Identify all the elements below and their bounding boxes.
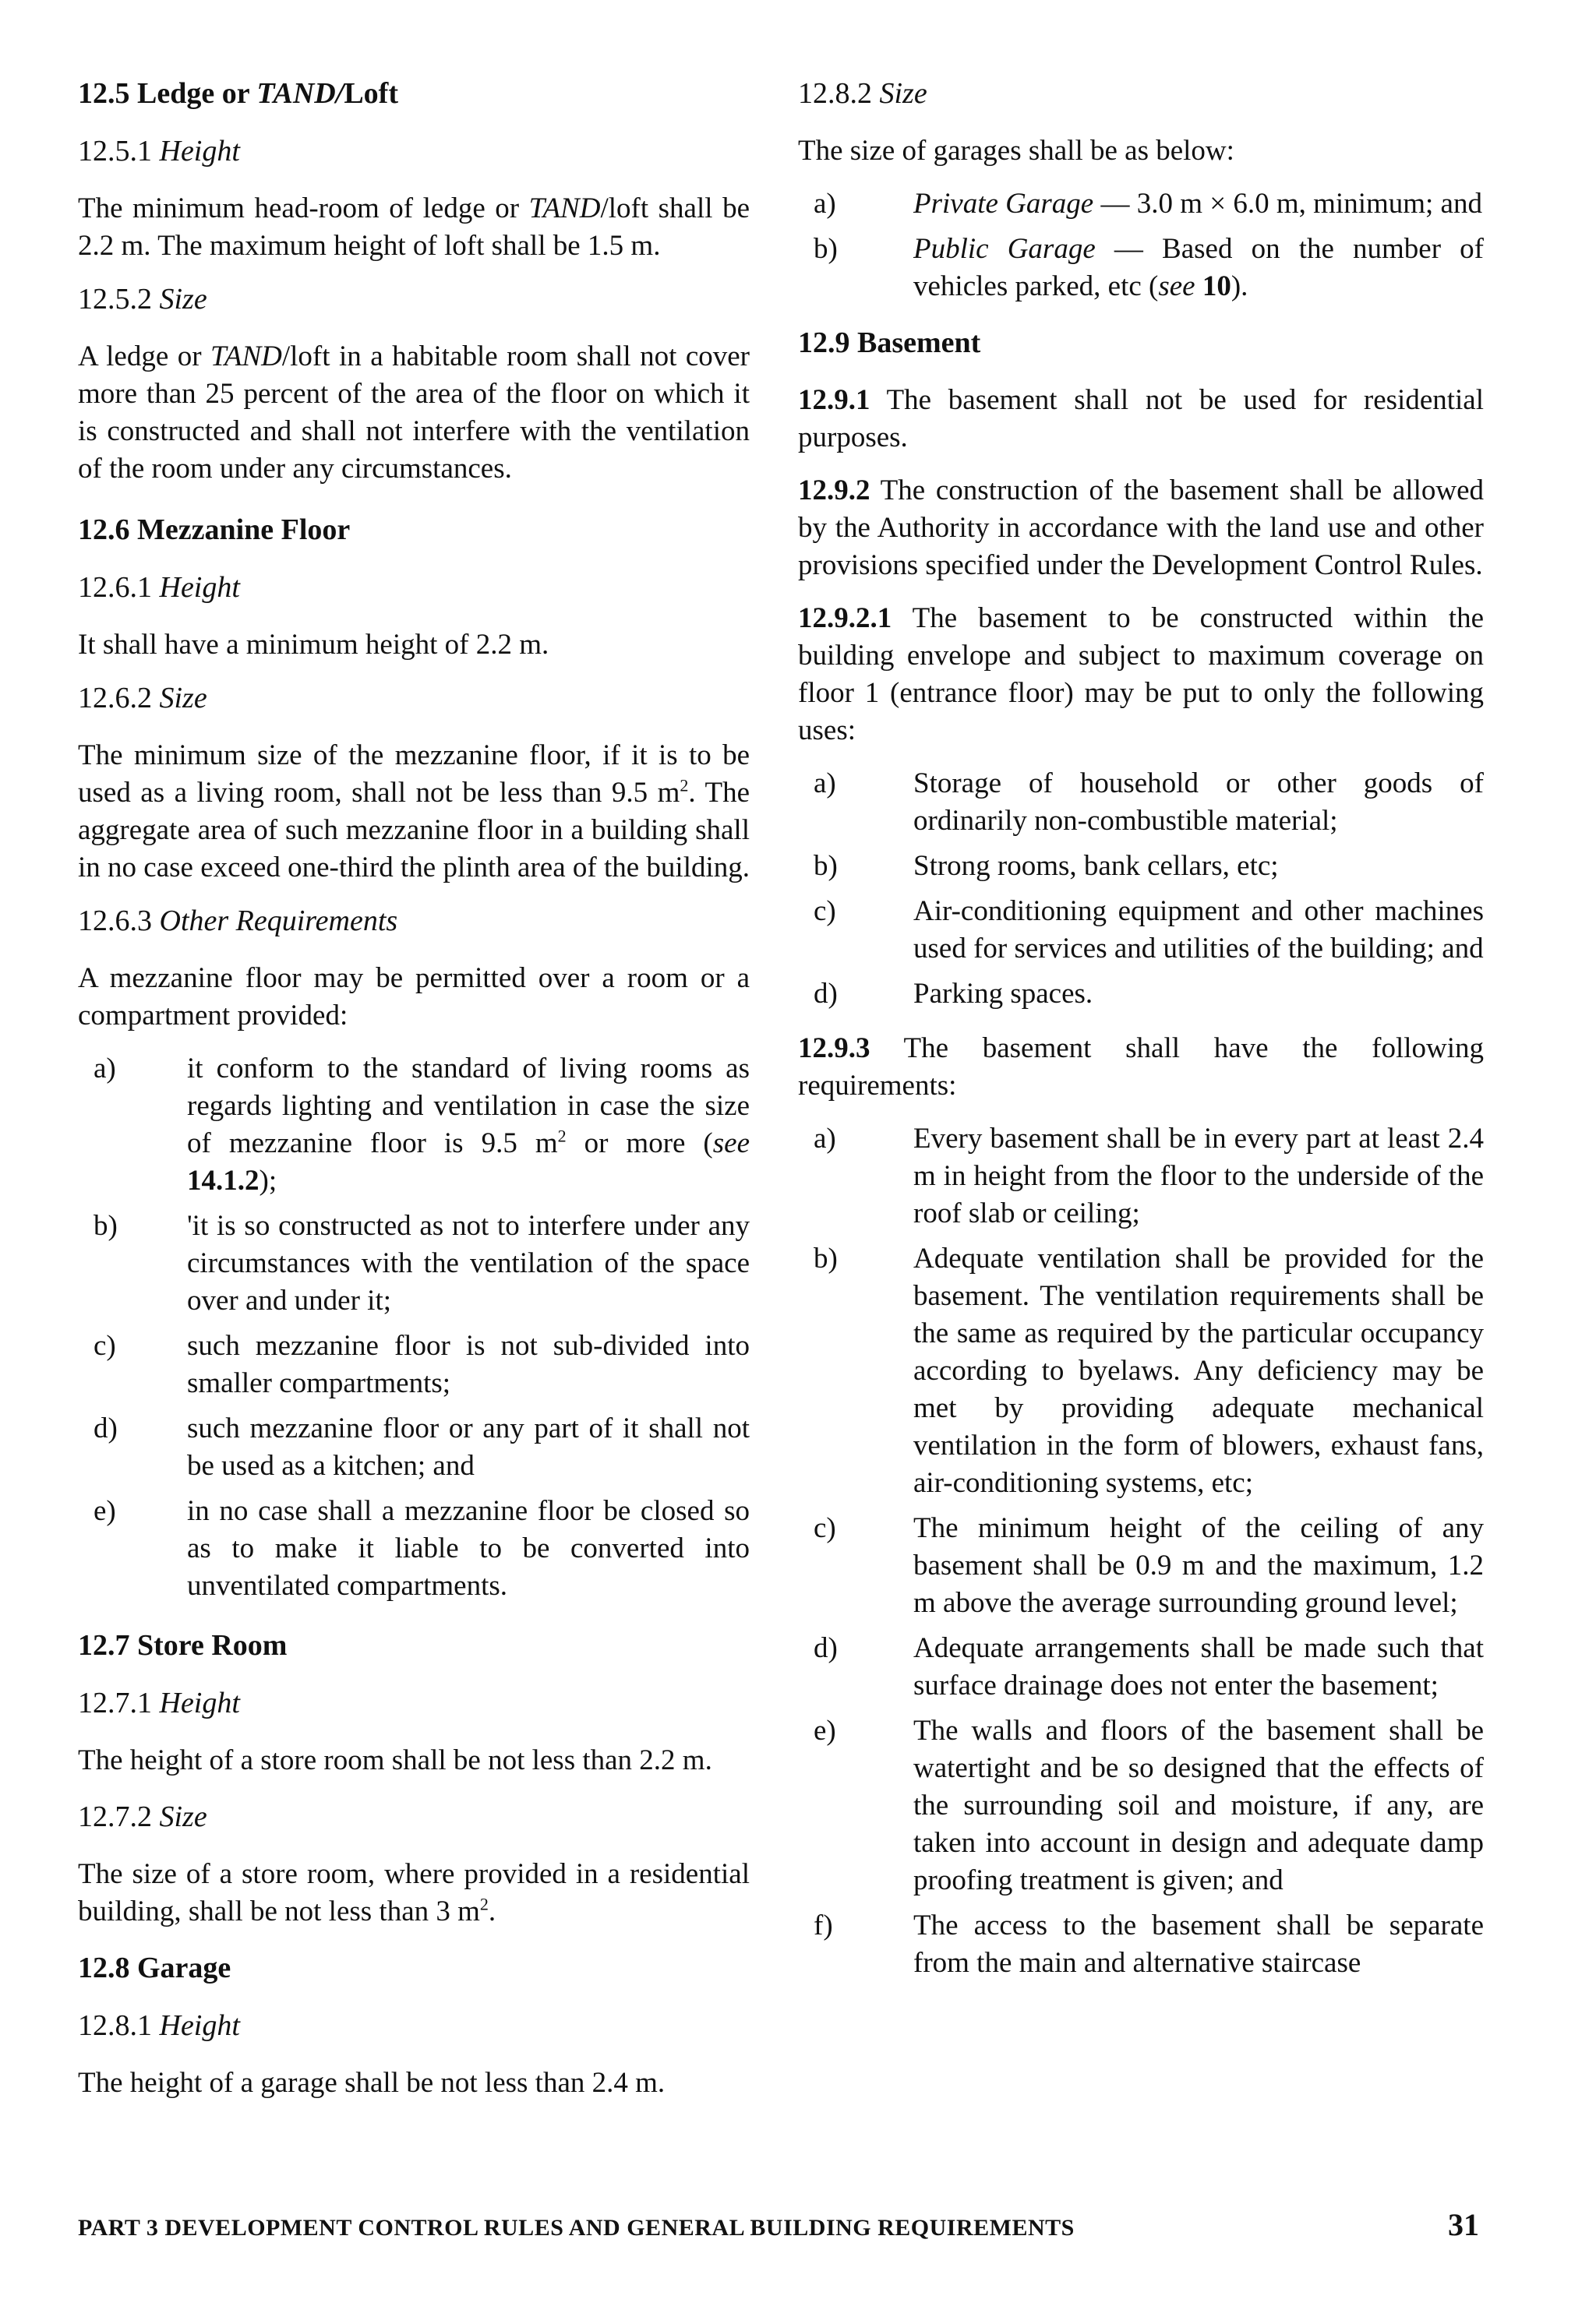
subsection-heading-12-7-1: 12.7.1 Height	[78, 1687, 240, 1719]
list-item: a) it conform to the standard of living rooms as regards lighting and ventilation in case the size of mezzanine floor is 9.5 $m^2$ or more (see 14.1.2);	[94, 1053, 750, 1197]
left-column	[78, 75, 750, 2118]
paragraph-12-9-2: 12.9.2 The construction of the basement shall be allowed by the Authority in accordance with the land use and other provisions specified under the Development Control Rules.	[798, 474, 1484, 581]
page-footer	[78, 2206, 1479, 2243]
right-column	[798, 75, 1484, 1999]
list-item: e) in no case shall a mezzanine floor be closed so as to make it liable to be converted into unventilated compartments.	[94, 1495, 750, 1602]
section-heading-12-9: 12.9 Basement	[798, 326, 981, 359]
list-item: d) Parking spaces.	[814, 978, 1093, 1010]
subsection-heading-12-8-2: 12.8.2 Size	[798, 77, 927, 110]
list-12-8-2	[798, 185, 1484, 305]
list-item: b) Strong rooms, bank cellars, etc;	[814, 850, 1279, 882]
list-item: d) Adequate arrangements shall be made such that surface drainage does not enter the basement;	[814, 1632, 1484, 1702]
list-item: a) Every basement shall be in every part at least 2.4 m in height from the floor to the underside of the roof slab or ceiling;	[814, 1123, 1484, 1229]
paragraph-12-8-2: The size of garages shall be as below:	[798, 135, 1234, 167]
list-item: a) Private Garage — 3.0 m × 6.0 m, minimum; and	[814, 188, 1482, 220]
list-item: b) Adequate ventilation shall be provided for the basement. The ventilation requirements shall be the same as required by the particular occupancy according to byelaws. Any deficiency may be met by providing adequate mechanical ventilation in the form of blowers, exhaust fans, air-conditioning systems, etc;	[814, 1243, 1484, 1499]
list-12-9-2-1	[798, 765, 1484, 1013]
list-item: c) The minimum height of the ceiling of any basement shall be 0.9 m and the maximum, 1.2 m above the average surrounding ground level;	[814, 1512, 1484, 1619]
paragraph-12-6-2: The minimum size of the mezzanine floor, if it is to be used as a living room, shall not be less than 9.5 $m^2$. The aggregate area of such mezzanine floor in a building shall in no case exceed one-third the plinth area of the building.	[78, 739, 750, 883]
paragraph-12-5-2: A ledge or TAND/loft in a habitable room shall not cover more than 25 percent of the area of the floor on which it is constructed and shall not interfere with the ventilation of the room under any circumstances.	[78, 340, 750, 485]
paragraph-12-8-1: The height of a garage shall be not less than 2.4 m.	[78, 2067, 666, 2099]
subsection-heading-12-7-2: 12.7.2 Size	[78, 1800, 207, 1833]
page-number: 31	[1448, 2207, 1479, 2242]
section-heading-12-8: 12.8 Garage	[78, 1952, 231, 1984]
paragraph-12-5-1: The minimum head-room of ledge or TAND/loft shall be 2.2 m. The maximum height of loft shall be 1.5 m.	[78, 192, 750, 262]
subsection-heading-12-5-2: 12.5.2 Size	[78, 283, 207, 316]
subsection-heading-12-6-1: 12.6.1 Height	[78, 571, 240, 604]
paragraph-12-6-3: A mezzanine floor may be permitted over a room or a compartment provided:	[78, 962, 750, 1032]
footer-title: PART 3 DEVELOPMENT CONTROL RULES AND GENERAL BUILDING REQUIREMENTS	[78, 2215, 1075, 2241]
paragraph-12-9-1: 12.9.1 The basement shall not be used for residential purposes.	[798, 384, 1484, 453]
subsection-heading-12-6-3: 12.6.3 Other Requirements	[78, 905, 398, 937]
paragraph-12-7-2: The size of a store room, where provided in a residential building, shall be not less than 3 $m^2$.	[78, 1858, 750, 1927]
list-item: b) 'it is so constructed as not to interfere under any circumstances with the ventilation of the space over and under it;	[94, 1210, 750, 1317]
subsection-heading-12-5-1: 12.5.1 Height	[78, 135, 240, 168]
paragraph-12-7-1: The height of a store room shall be not less than 2.2 m.	[78, 1744, 712, 1776]
section-heading-12-6: 12.6 Mezzanine Floor	[78, 513, 351, 546]
paragraph-12-6-1: It shall have a minimum height of 2.2 m.	[78, 629, 549, 661]
list-item: a) Storage of household or other goods of ordinarily non-combustible material;	[814, 767, 1484, 837]
section-heading-12-5: 12.5 Ledge or TAND/Loft	[78, 77, 398, 110]
subsection-heading-12-6-2: 12.6.2 Size	[78, 682, 207, 714]
paragraph-12-9-3: 12.9.3 The basement shall have the following requirements:	[798, 1032, 1484, 1102]
subsection-heading-12-8-1: 12.8.1 Height	[78, 2009, 240, 2042]
list-item: c) Air-conditioning equipment and other machines used for services and utilities of the building; and	[814, 895, 1484, 965]
paragraph-12-9-2-1: 12.9.2.1 The basement to be constructed within the building envelope and subject to maximum coverage on floor 1 (entrance floor) may be put to only the following uses:	[798, 602, 1484, 746]
list-12-6-3	[78, 1050, 750, 1605]
list-12-9-3	[798, 1120, 1484, 1982]
list-item: e) The walls and floors of the basement shall be watertight and be so designed that the effects of the surrounding soil and moisture, if any, are taken into account in design and adequate damp proofing treatment is given; and	[814, 1715, 1484, 1896]
list-item: c) such mezzanine floor is not sub-divided into smaller compartments;	[94, 1330, 750, 1399]
section-heading-12-7: 12.7 Store Room	[78, 1629, 288, 1662]
list-item: f) The access to the basement shall be separate from the main and alternative staircase	[814, 1910, 1484, 1979]
list-item: d) such mezzanine floor or any part of it shall not be used as a kitchen; and	[94, 1412, 750, 1482]
list-item: b) Public Garage — Based on the number of vehicles parked, etc (see 10).	[814, 233, 1484, 302]
